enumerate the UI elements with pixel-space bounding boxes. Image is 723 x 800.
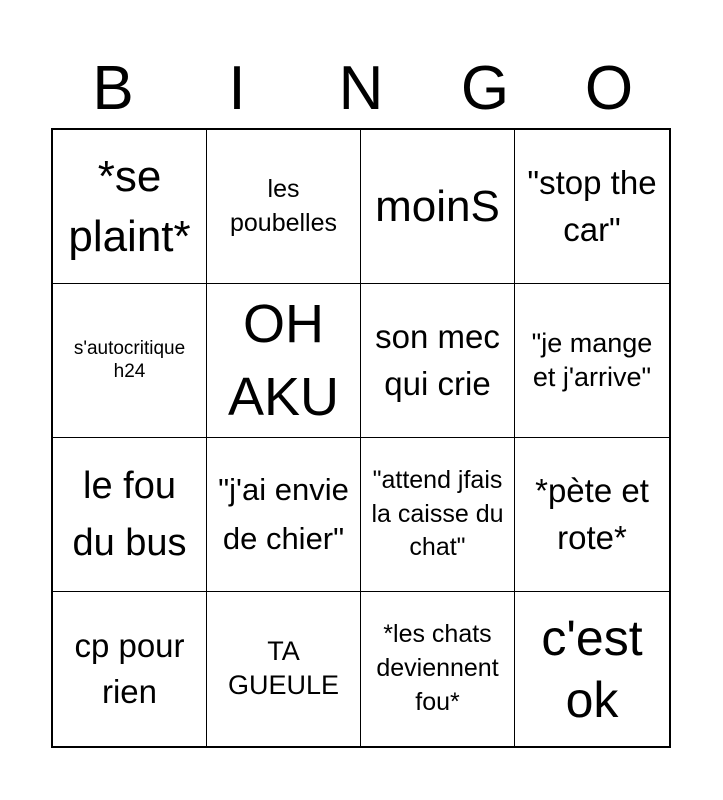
cell-text: c'est ok: [541, 609, 643, 728]
cell-text: "attend jfais la caisse du chat": [371, 465, 504, 562]
bingo-cell[interactable]: [207, 284, 361, 438]
bingo-cell[interactable]: [53, 284, 207, 438]
cell-text: les poubelles: [229, 174, 338, 237]
bingo-cell[interactable]: [207, 592, 361, 746]
header-letter-g: G: [460, 54, 510, 123]
bingo-cell[interactable]: [207, 130, 361, 284]
bingo-cell[interactable]: [515, 130, 669, 284]
cell-text: moinS: [375, 181, 500, 231]
cell-text: "je mange et j'arrive": [531, 327, 653, 392]
cell-text: *se plaint*: [68, 152, 191, 261]
bingo-cell[interactable]: [53, 592, 207, 746]
cell-text: *pète et rote*: [535, 472, 649, 556]
bingo-cell[interactable]: [53, 130, 207, 284]
cell-text: TA GUEULE: [227, 636, 340, 700]
cell-text: OH AKU: [227, 293, 340, 427]
bingo-cell[interactable]: [361, 284, 515, 438]
cell-text: "j'ai envie de chier": [218, 472, 349, 556]
bingo-cell[interactable]: [207, 438, 361, 592]
bingo-cell[interactable]: [361, 438, 515, 592]
bingo-cell[interactable]: [361, 130, 515, 284]
cell-text: son mec qui crie: [375, 318, 500, 402]
header-letter-n: N: [338, 54, 384, 123]
header-letter-o: O: [584, 54, 634, 123]
header-letter-b: B: [92, 54, 134, 123]
bingo-cell[interactable]: [515, 284, 669, 438]
cell-text: cp pour rien: [74, 626, 185, 710]
bingo-cell[interactable]: [361, 592, 515, 746]
cell-text: "stop the car": [527, 164, 657, 248]
bingo-cell[interactable]: [53, 438, 207, 592]
cell-text: le fou du bus: [72, 464, 187, 564]
header-letter-i: I: [228, 54, 246, 123]
bingo-cell[interactable]: [515, 438, 669, 592]
cell-text: s'autocritique h24: [73, 337, 186, 382]
bingo-header: [51, 50, 671, 128]
bingo-grid: [51, 128, 671, 748]
cell-text: *les chats deviennent fou*: [376, 620, 499, 716]
bingo-cell[interactable]: [515, 592, 669, 746]
